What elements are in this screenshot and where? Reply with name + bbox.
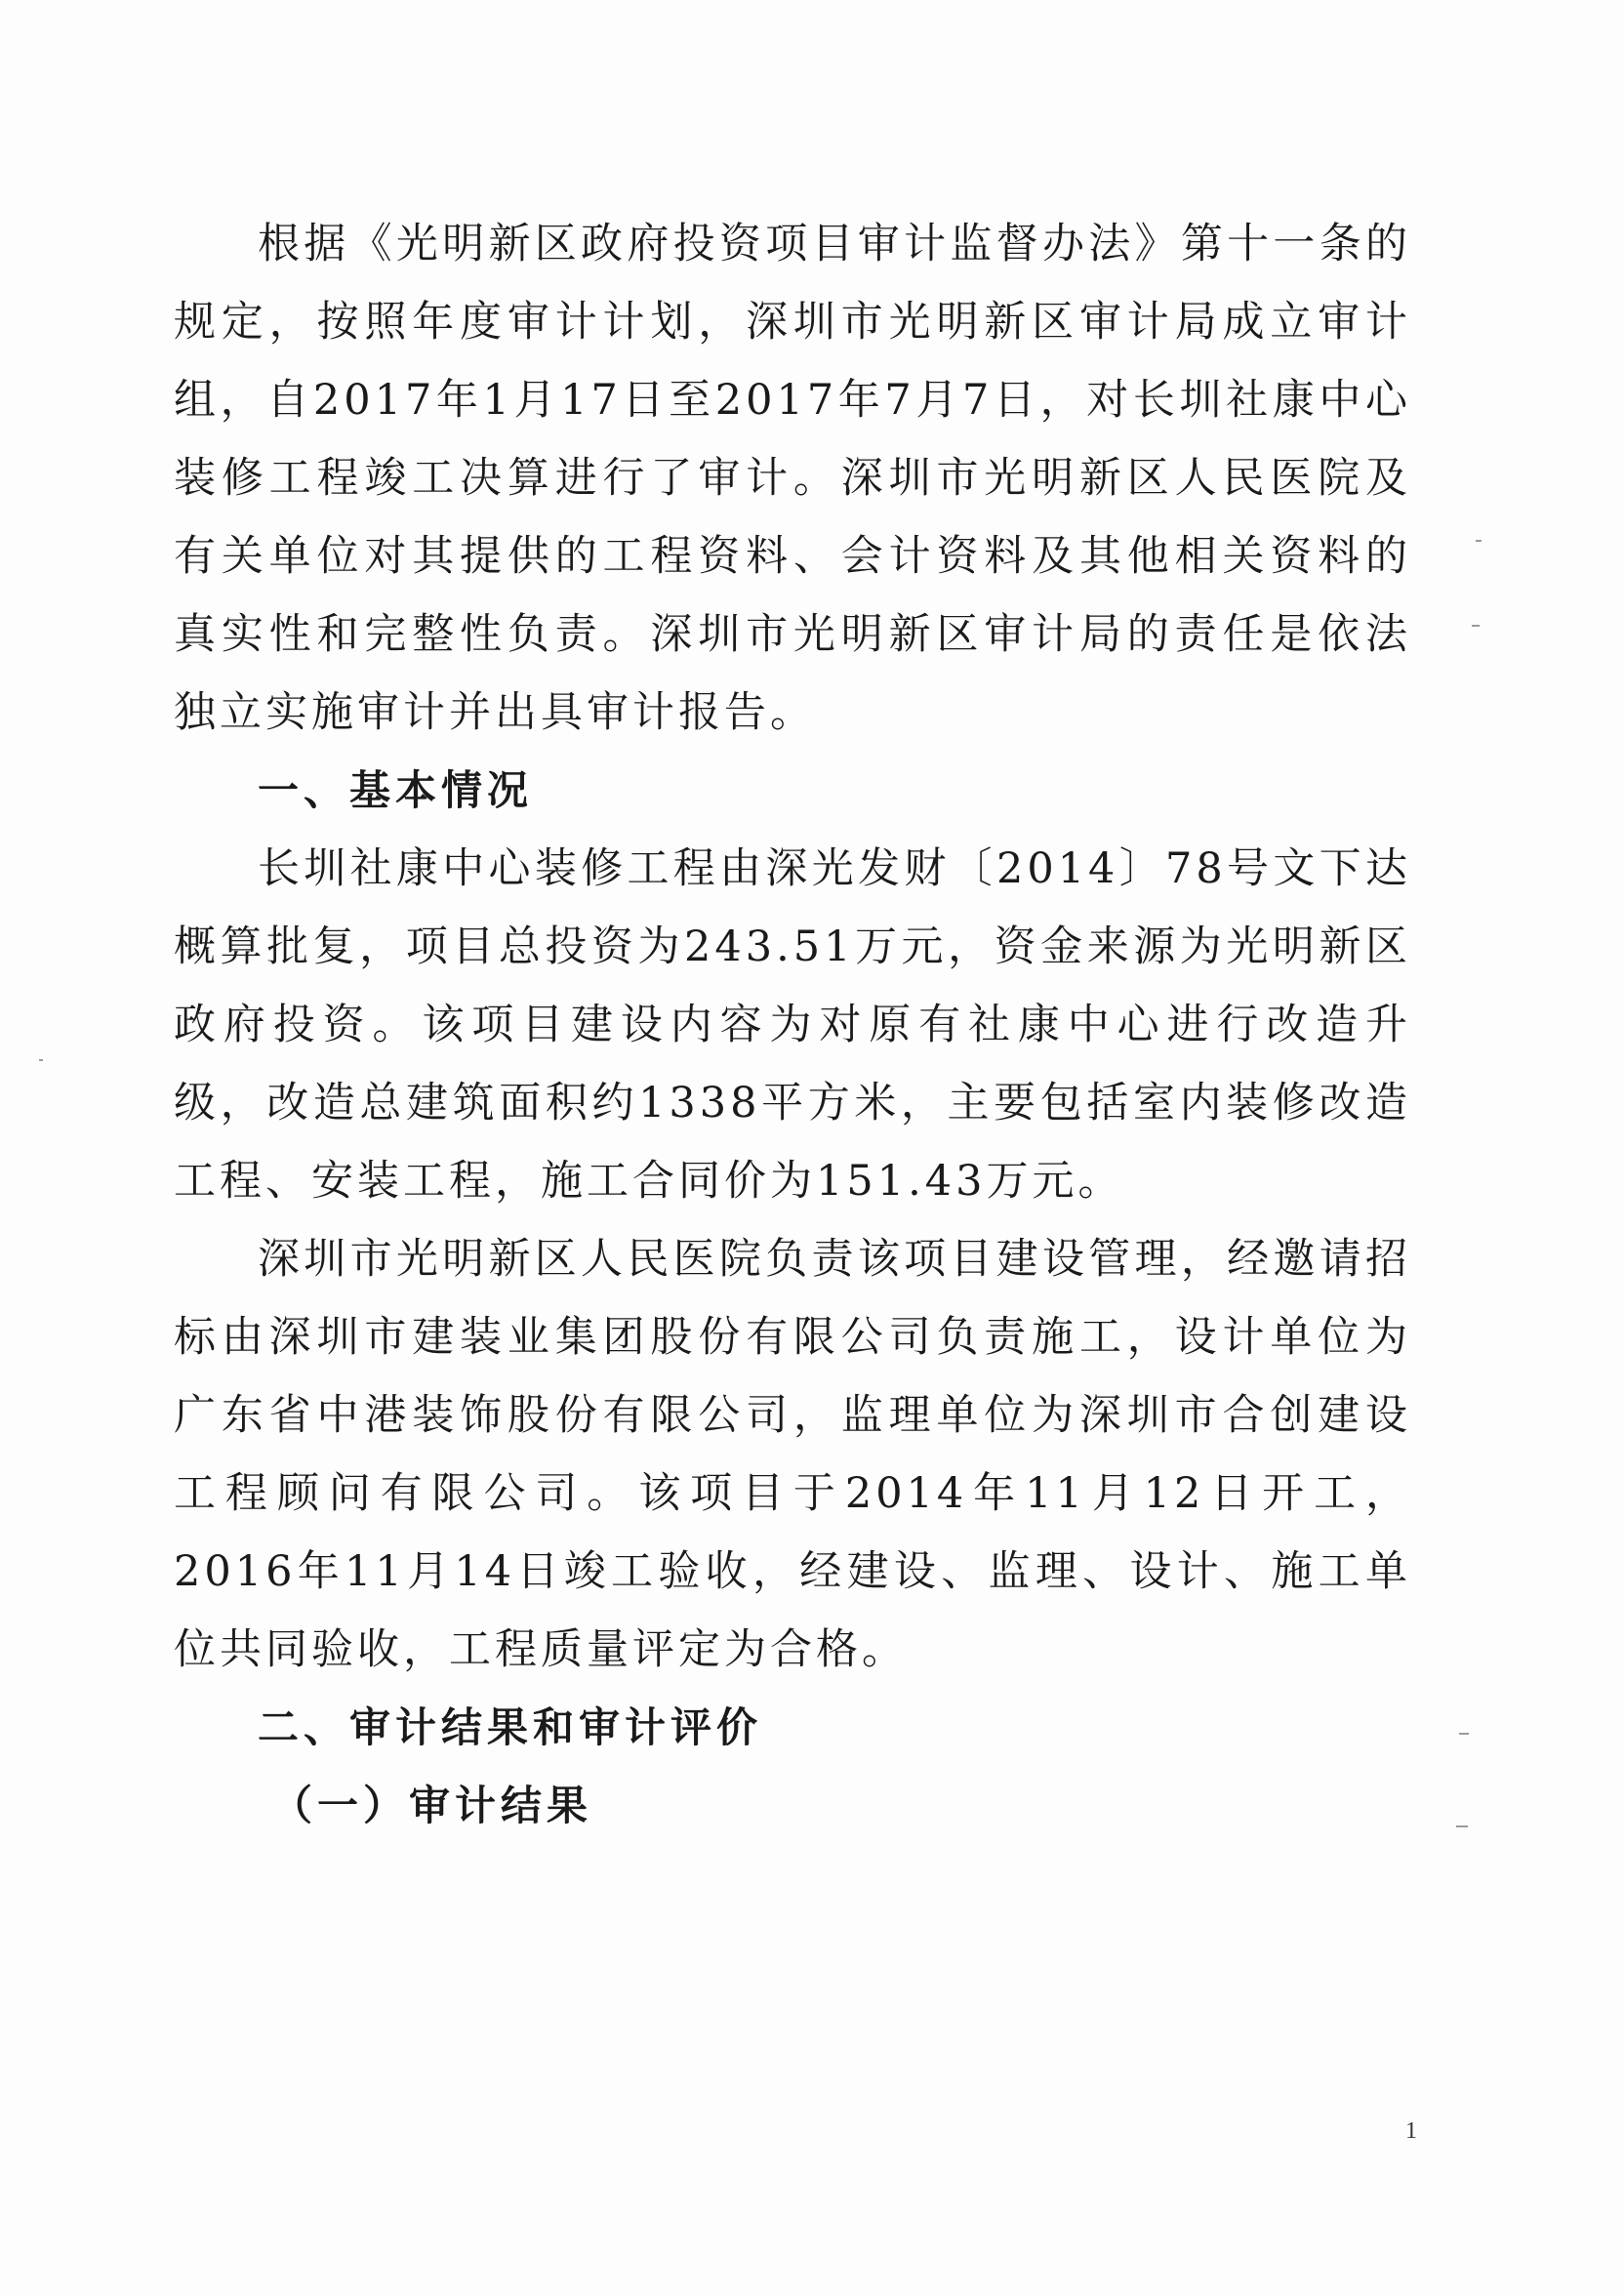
scan-mark — [39, 1059, 43, 1061]
document-body — [174, 205, 1411, 1845]
page-number: 1 — [1405, 2118, 1417, 2144]
scan-mark — [1459, 1733, 1469, 1735]
section-1-paragraph-2: 深圳市光明新区人民医院负责该项目建设管理，经邀请招标由深圳市建装业集团股份有限公司负责施工，设计单位为广东省中港装饰股份有限公司，监理单位为深圳市合创建设工程顾问有限公司。该项目于2014年11月12日开工，2016年11月14日竣工验收，经建设、监理、设计、施工单位共同验收，工程质量评定为合格。 — [174, 1235, 1411, 1674]
section-2-heading: 二、审计结果和审计评价 — [258, 1703, 763, 1751]
scan-mark — [1456, 1825, 1468, 1827]
scan-mark — [1472, 625, 1480, 627]
section-2-subheading-1: （一）审计结果 — [271, 1782, 593, 1829]
section-1-paragraph-1: 长圳社康中心装修工程由深光发财〔2014〕78号文下达概算批复，项目总投资为243.51万元，资金来源为光明新区政府投资。该项目建设内容为对原有社康中心进行改造升级，改造总建筑面积约1338平方米，主要包括室内装修改造工程、安装工程，施工合同价为151.43万元。 — [174, 844, 1411, 1206]
intro-paragraph: 根据《光明新区政府投资项目审计监督办法》第十一条的规定，按照年度审计计划，深圳市光明新区审计局成立审计组，自2017年1月17日至2017年7月7日，对长圳社康中心装修工程竣工决算进行了审计。深圳市光明新区人民医院及有关单位对其提供的工程资料、会计资料及其他相关资料的真实性和完整性负责。深圳市光明新区审计局的责任是依法独立实施审计并出具审计报告。 — [174, 220, 1411, 737]
section-1-heading: 一、基本情况 — [258, 766, 534, 814]
scan-mark — [1476, 540, 1482, 542]
